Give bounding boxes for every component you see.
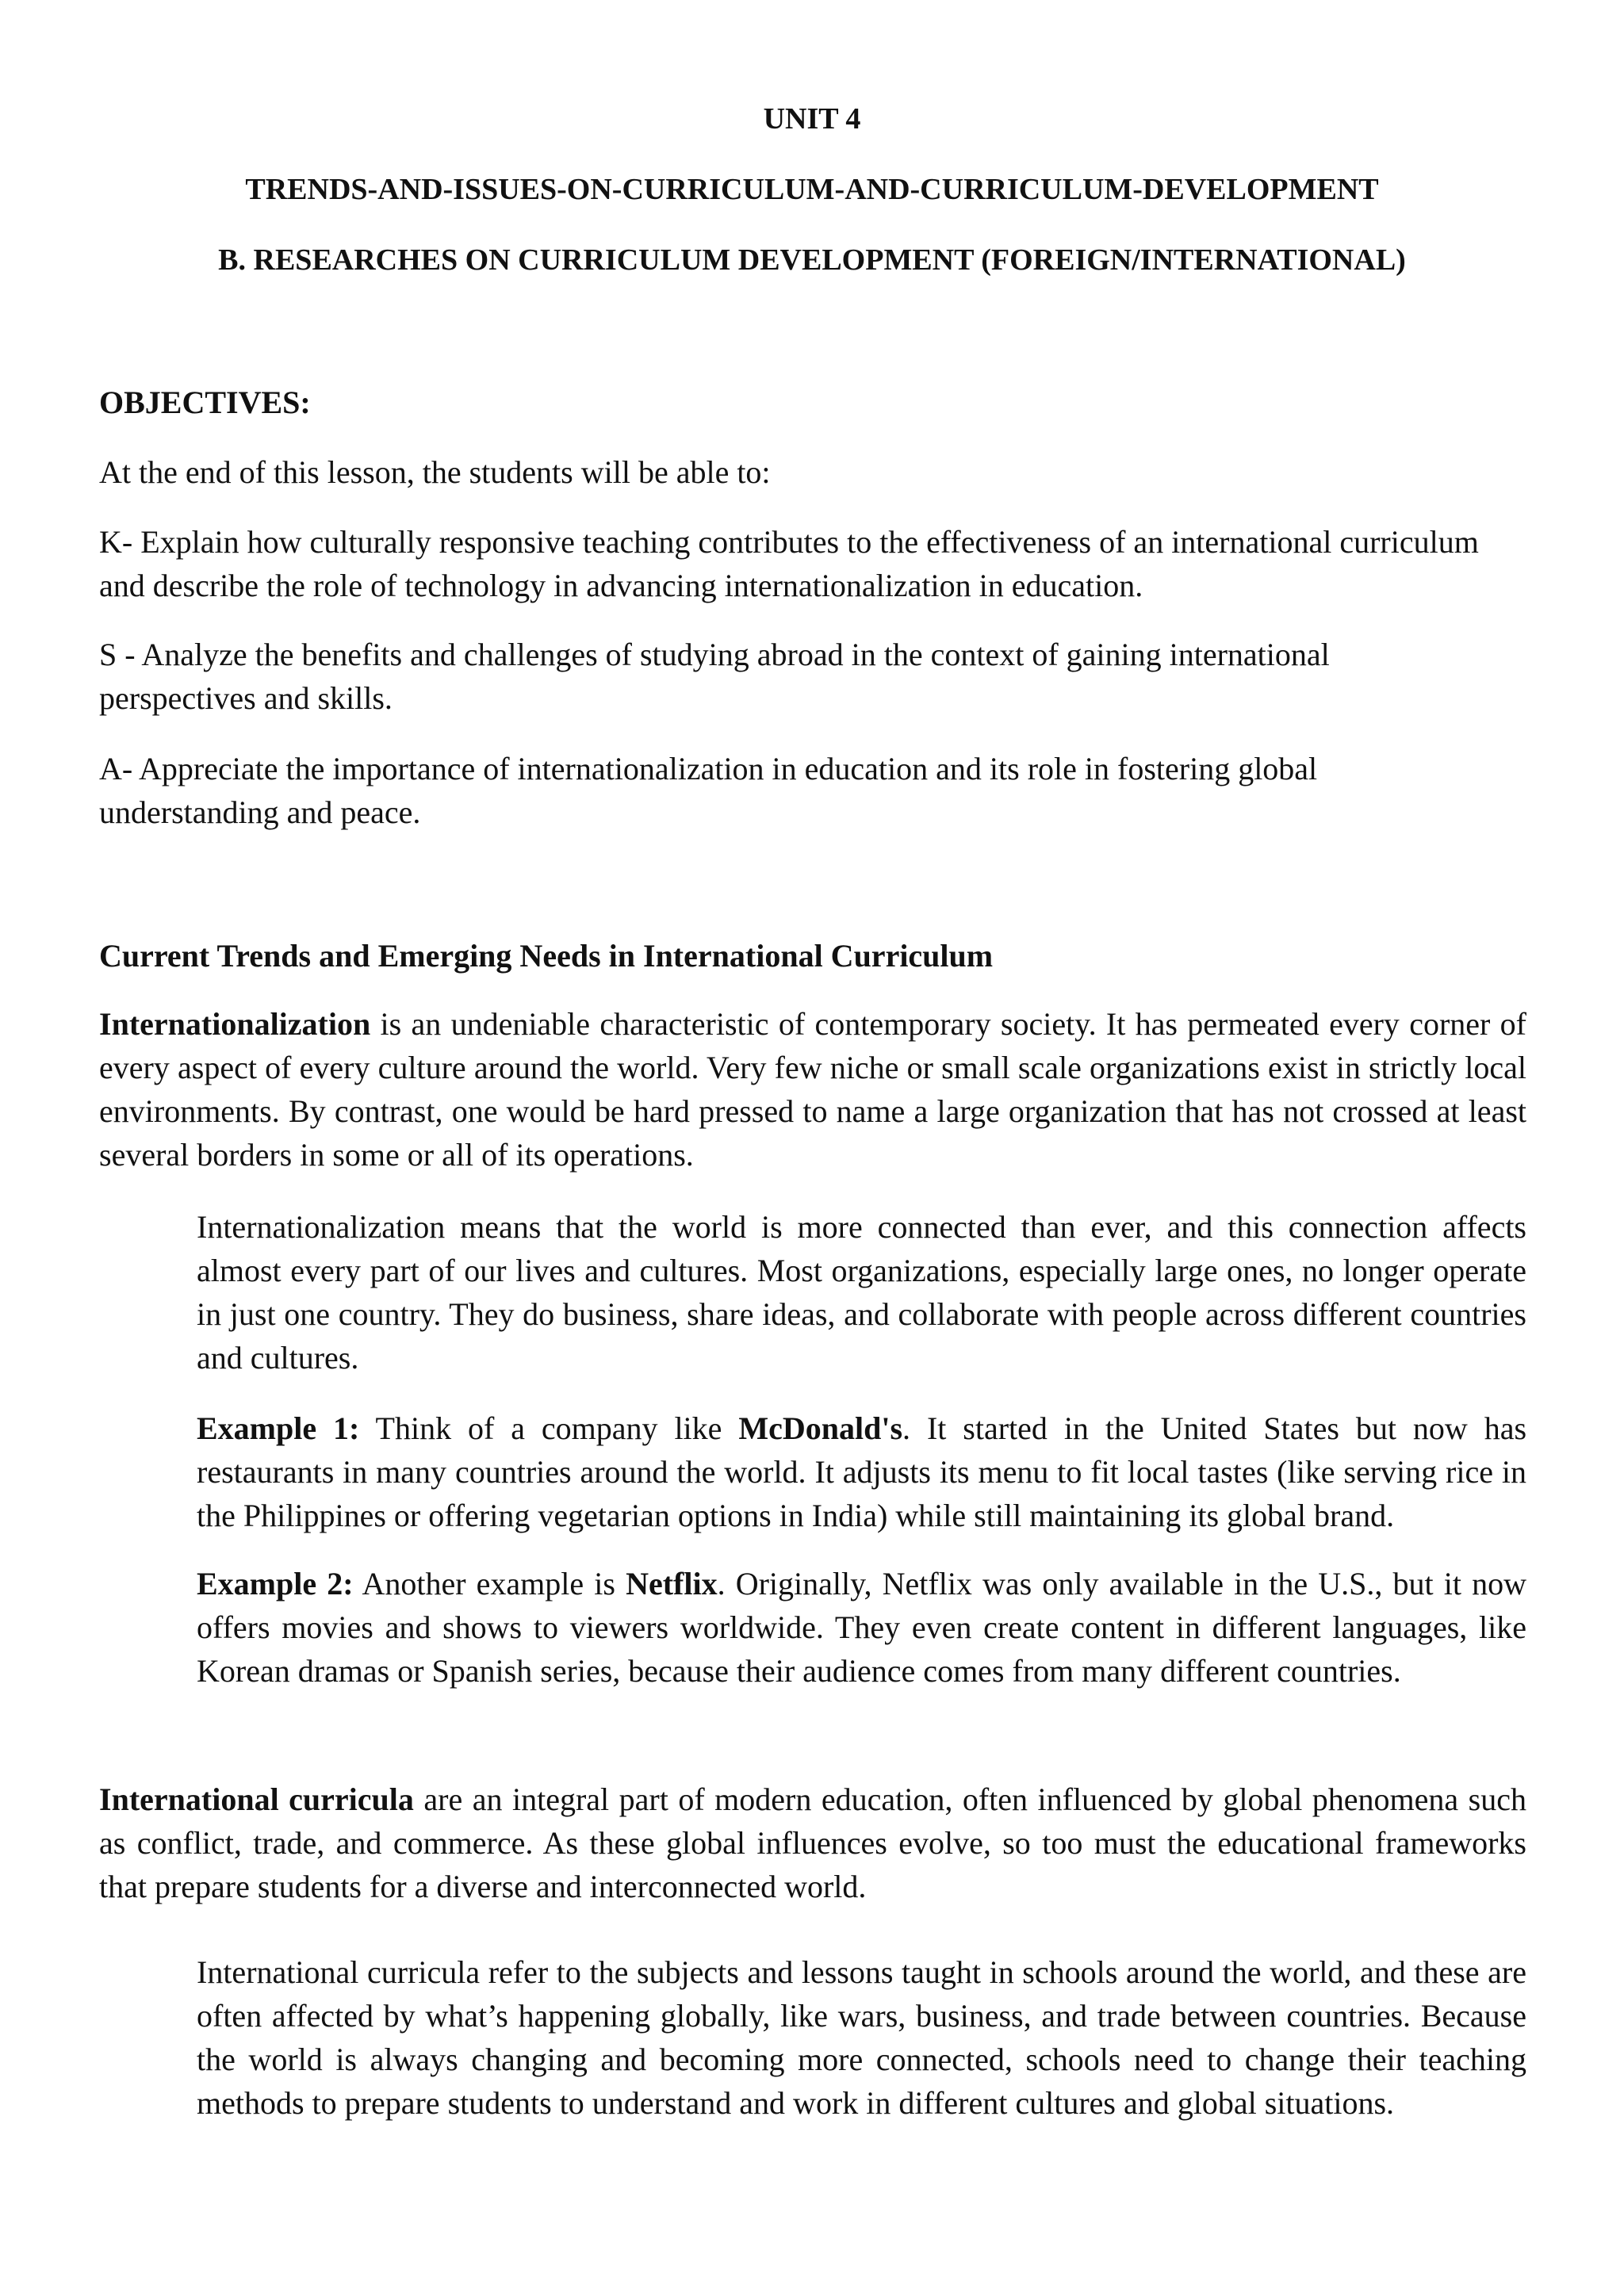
internationalization-paragraph — [99, 1002, 1526, 1177]
objective-skill: S - Analyze the benefits and challenges of studying abroad in the context of gaining international perspectives and skills. — [99, 637, 1330, 716]
example-1-label: Example 1: — [197, 1410, 360, 1446]
internationalization-text: is an undeniable characteristic of contemporary society. It has permeated every corner of every aspect of every culture around the world. Very few niche or small scale organizations exist in strictly local environments. By contrast, one would be hard pressed to name a large organization that has not crossed at least several borders in some or all of its operations. — [99, 1006, 1526, 1173]
brand-netflix: Netflix — [626, 1566, 718, 1601]
internationalization-explanation: Internationalization means that the world is more connected than ever, and this connection affects almost every part of our lives and cultures. Most organizations, especially large ones, no longer operate in just one country. They do business, share ideas, and collaborate with people across different countries and cultures. — [197, 1209, 1526, 1376]
example-2 — [197, 1562, 1526, 1693]
subtopic-title: B. RESEARCHES ON CURRICULUM DEVELOPMENT (FOREIGN/INTERNATIONAL) — [218, 243, 1406, 277]
example-2-text: . Originally, Netflix was only available in the U.S., but it now offers movies and shows to viewers worldwide. They even create content in different languages, like Korean dramas or Spanish series, because their audience comes from many different countries. — [197, 1566, 1526, 1689]
term-international-curricula: International curricula — [99, 1781, 414, 1817]
term-internationalization: Internationalization — [99, 1006, 371, 1042]
brand-mcdonalds: McDonald's — [738, 1410, 903, 1446]
example-2-intro: Another example is — [353, 1566, 626, 1601]
example-1 — [197, 1406, 1526, 1537]
international-curricula-paragraph — [99, 1777, 1526, 1908]
unit-title: UNIT 4 — [763, 102, 861, 136]
objective-attitude: A- Appreciate the importance of internationalization in education and its role in fostering global understanding and peace. — [99, 751, 1318, 830]
example-1-text: . It started in the United States but now has restaurants in many countries around the world. It adjusts its menu to fit local tastes (like serving rice in the Philippines or offering vegetarian options in India) while still maintaining its global brand. — [197, 1410, 1527, 1533]
example-2-label: Example 2: — [197, 1566, 354, 1601]
international-curricula-explanation: International curricula refer to the subjects and lessons taught in schools around the world, and these are often affected by what’s happening globally, like wars, business, and trade between countries. Because the world is always changing and becoming more connected, schools need to change their teaching methods to prepare students to understand and work in different cultures and global situations. — [197, 1954, 1526, 2121]
section-heading: Current Trends and Emerging Needs in International Curriculum — [99, 938, 994, 974]
topic-title: TRENDS-AND-ISSUES-ON-CURRICULUM-AND-CURRICULUM-DEVELOPMENT — [245, 173, 1379, 206]
international-curricula-text: are an integral part of modern education, often influenced by global phenomena such as conflict, trade, and commerce. As these global influences evolve, so too must the educational frameworks that prepare students for a diverse and interconnected world. — [99, 1781, 1526, 1904]
objective-knowledge: K- Explain how culturally responsive teaching contributes to the effectiveness of an international curriculum and describe the role of technology in advancing internationalization in education. — [99, 524, 1479, 603]
example-1-intro: Think of a company like — [359, 1410, 739, 1446]
objectives-heading: OBJECTIVES: — [99, 385, 311, 420]
objectives-intro: At the end of this lesson, the students will be able to: — [99, 454, 771, 490]
